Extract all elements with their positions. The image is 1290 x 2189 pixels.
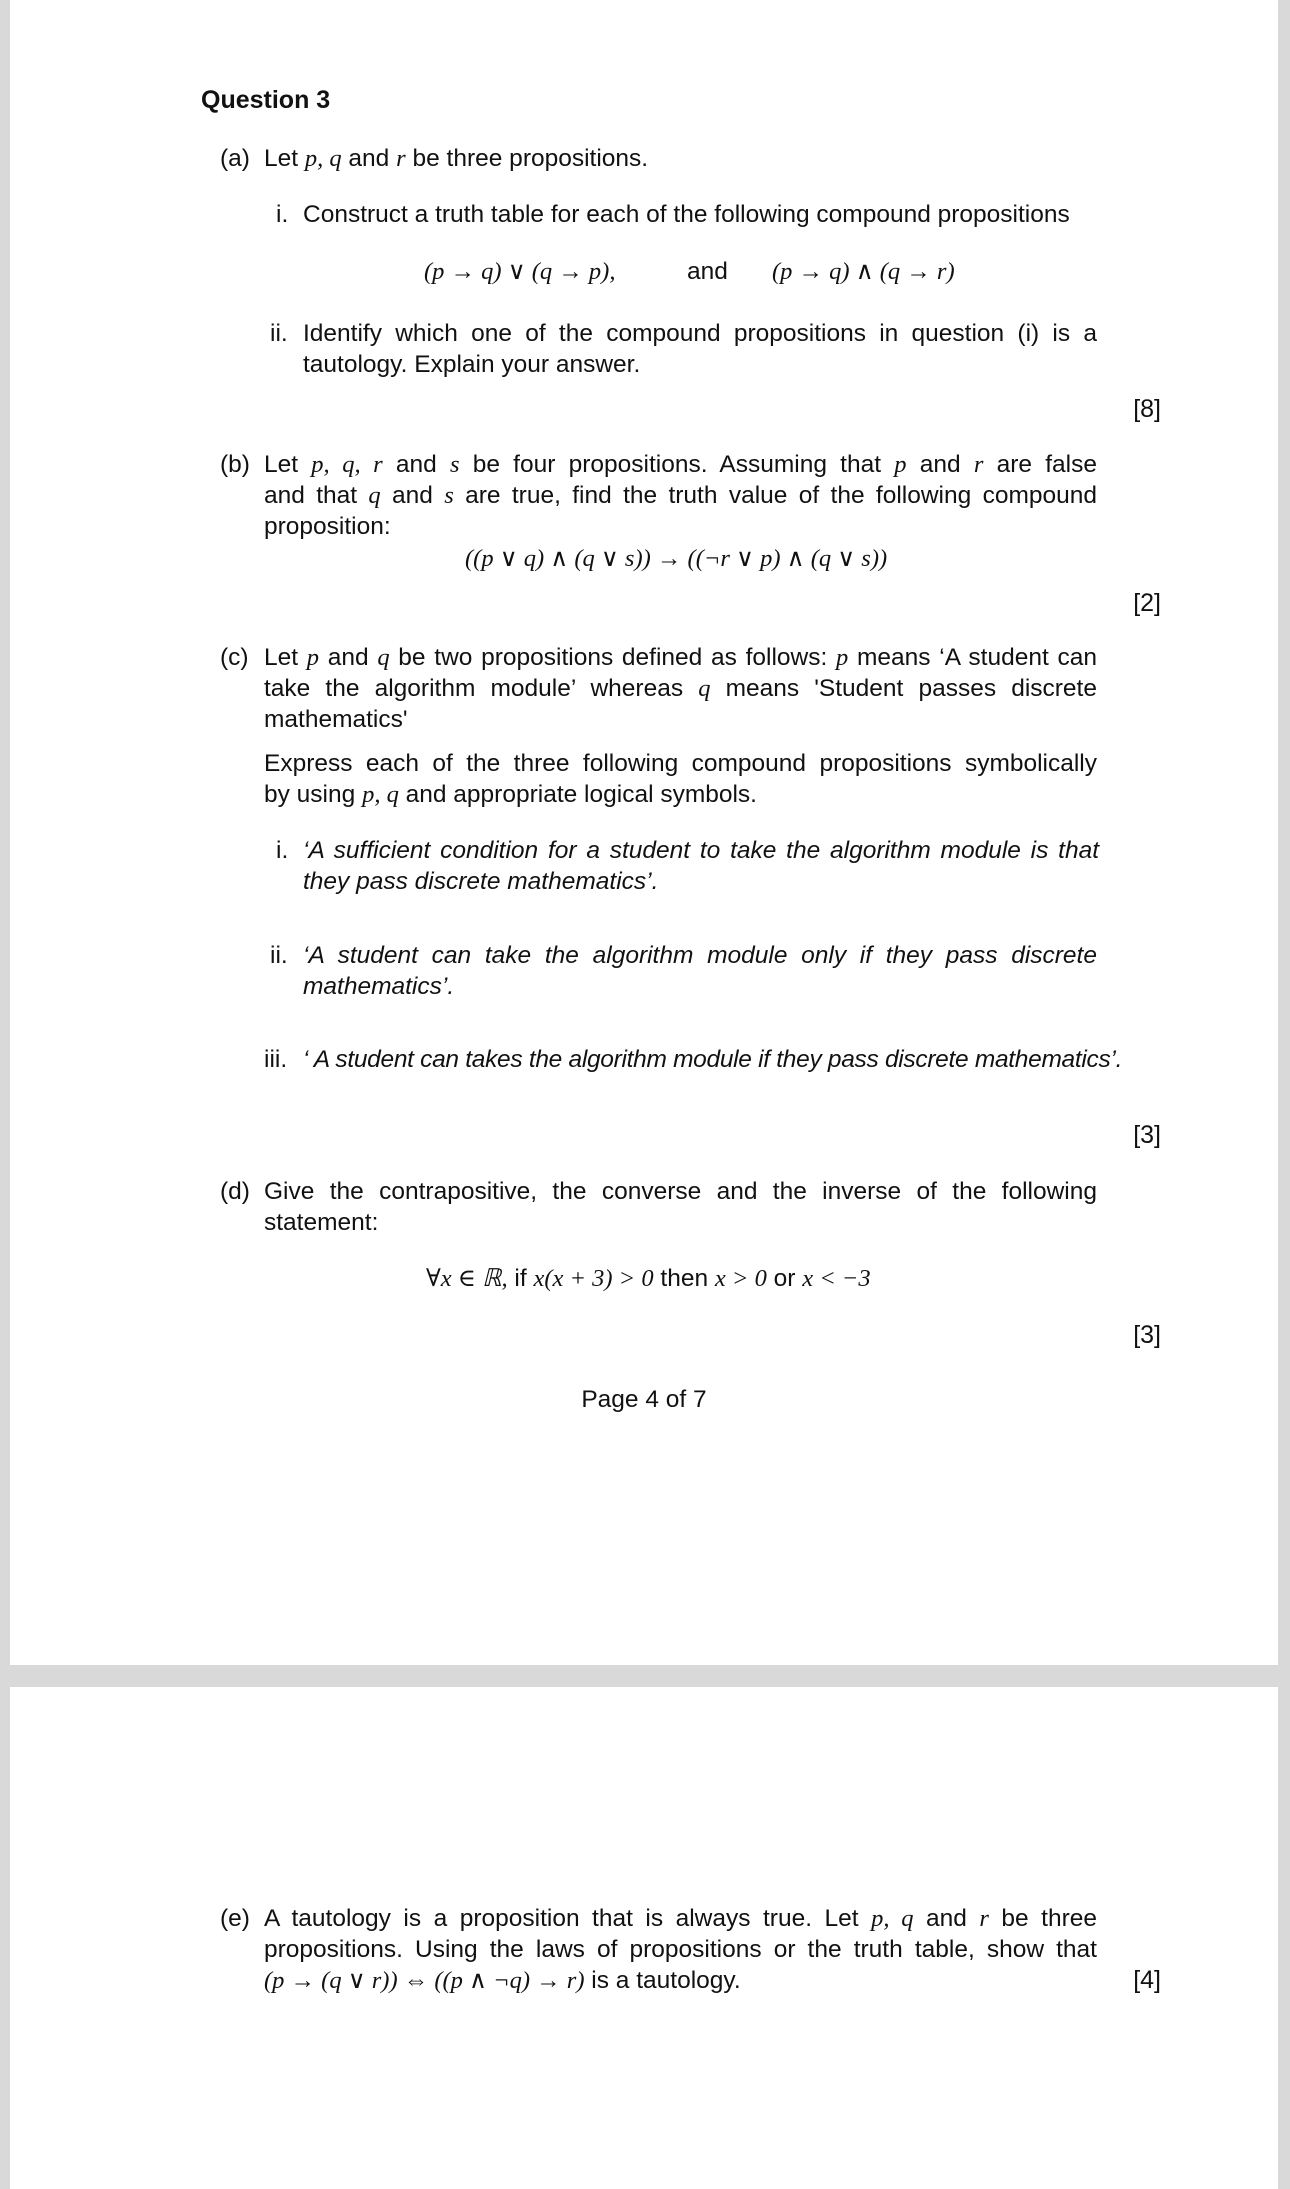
part-c-ii-line2: mathematics’. <box>303 973 455 1000</box>
part-c-line1: Let p and q be two propositions defined as follows: p means ‘A student can <box>264 644 1097 671</box>
part-c-iii-line1: ‘ A student can takes the algorithm module if they pass discrete mathematics’. <box>303 1046 1123 1073</box>
formula-2: (p → q) ∧ (q → r) <box>772 258 955 285</box>
part-a-i-label: i. <box>276 201 289 228</box>
part-c-label: (c) <box>220 644 249 671</box>
page-5 <box>10 1687 1278 2189</box>
part-a-intro: Let p, q and r be three propositions. <box>264 145 649 172</box>
part-e-marks: [4] <box>1133 1966 1161 1994</box>
page-4 <box>10 0 1278 1665</box>
part-c-ii-label: ii. <box>270 942 288 969</box>
part-a-ii-line2: tautology. Explain your answer. <box>303 351 641 378</box>
part-c-i-line2: they pass discrete mathematics’. <box>303 868 659 895</box>
part-c-line2: take the algorithm module’ whereas q means 'Student passes discrete <box>264 675 1097 702</box>
part-d-line2: statement: <box>264 1209 379 1236</box>
part-a-i-text: Construct a truth table for each of the following compound propositions <box>303 201 1070 228</box>
part-c-i-label: i. <box>276 837 289 864</box>
formula-and: and <box>687 258 728 285</box>
page-footer: Page 4 of 7 <box>581 1386 707 1413</box>
part-a-ii-line1: Identify which one of the compound propositions in question (i) is a <box>303 320 1097 347</box>
part-b-line1: Let p, q, r and s be four propositions. Assuming that p and r are false <box>264 451 1097 478</box>
part-b-marks: [2] <box>1133 589 1161 617</box>
part-d-line1: Give the contrapositive, the converse and the inverse of the following <box>264 1178 1097 1205</box>
part-a-ii-label: ii. <box>270 320 288 347</box>
part-a-marks: [8] <box>1133 395 1161 423</box>
part-e-line2: propositions. Using the laws of propositions or the truth table, show that <box>264 1936 1097 1963</box>
question-title: Question 3 <box>201 86 331 114</box>
part-d-marks: [3] <box>1133 1321 1161 1349</box>
part-b-label: (b) <box>220 451 250 478</box>
part-c-i-line1: ‘A sufficient condition for a student to take the algorithm module is that <box>303 837 1099 864</box>
part-e-label: (e) <box>220 1905 250 1932</box>
part-c-para2-line2: by using p, q and appropriate logical symbols. <box>264 781 757 808</box>
part-c-para2-line1: Express each of the three following compound propositions symbolically <box>264 750 1097 777</box>
part-e-line1: A tautology is a proposition that is always true. Let p, q and r be three <box>264 1905 1098 1932</box>
part-b-line2: and that q and s are true, find the truth value of the following compound <box>264 482 1097 509</box>
part-b-line3: proposition: <box>264 513 391 540</box>
part-c-line3: mathematics' <box>264 706 408 733</box>
part-c-marks: [3] <box>1133 1121 1161 1149</box>
formula-1: (p → q) ∨ (q → p), <box>424 258 616 285</box>
part-d-label: (d) <box>220 1178 250 1205</box>
part-e-line3: (p → (q ∨ r)) ⇔ ((p ∧ ¬q) → r) is a tautology. <box>264 1967 741 1994</box>
part-a-label: (a) <box>220 145 250 172</box>
part-c-ii-line1: ‘A student can take the algorithm module only if they pass discrete <box>303 942 1097 969</box>
part-c-iii-label: iii. <box>264 1046 288 1073</box>
part-d-statement: ∀x ∈ ℝ, if x(x + 3) > 0 then x > 0 or x < −3 <box>426 1265 871 1292</box>
part-b-formula: ((p ∨ q) ∧ (q ∨ s)) → ((¬r ∨ p) ∧ (q ∨ s)) <box>465 545 888 572</box>
